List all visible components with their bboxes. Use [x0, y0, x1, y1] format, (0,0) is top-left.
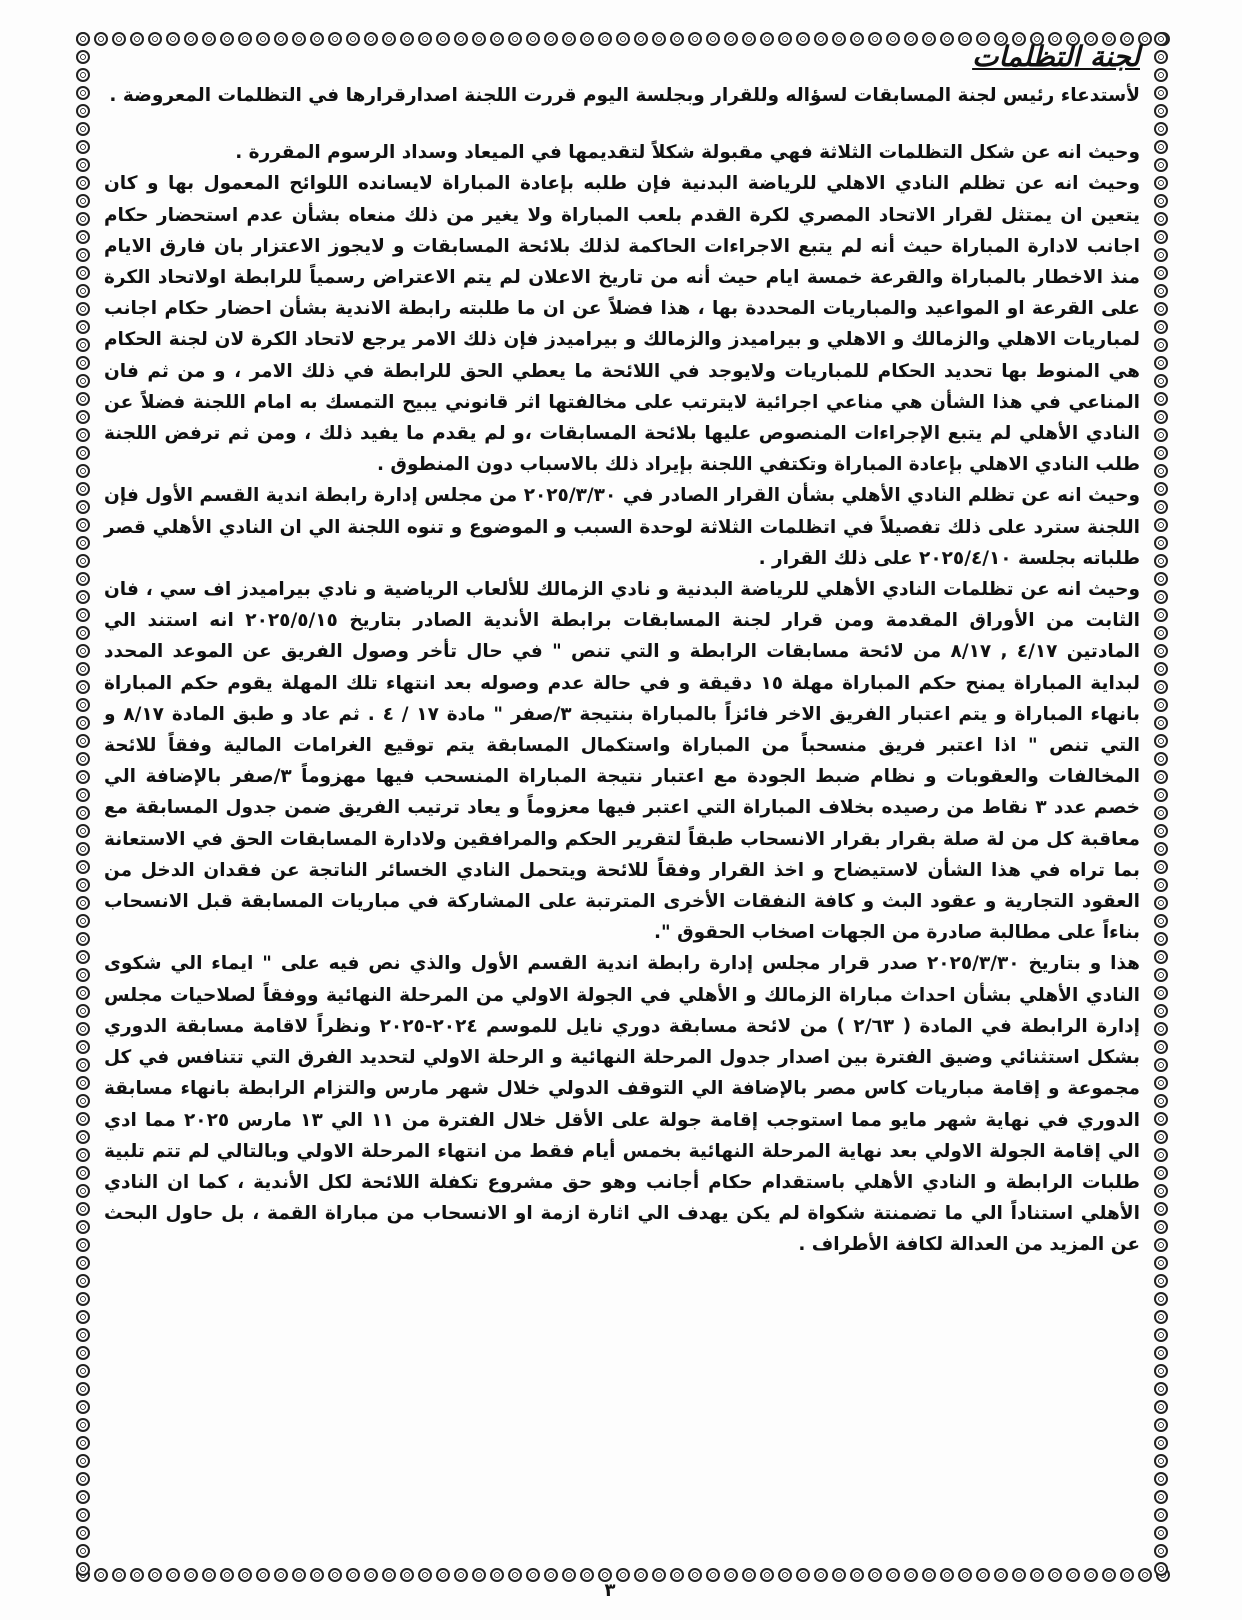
border-ring-ornament: [76, 1022, 90, 1036]
border-ring-ornament: [1154, 1130, 1168, 1144]
border-ring-ornament: [544, 1568, 558, 1582]
border-ring-ornament: [76, 338, 90, 352]
border-ring-ornament: [1154, 878, 1168, 892]
border-ring-ornament: [454, 1568, 468, 1582]
border-ring-ornament: [868, 1568, 882, 1582]
border-ring-ornament: [1154, 428, 1168, 442]
border-ring-ornament: [1154, 212, 1168, 226]
border-ring-ornament: [238, 1568, 252, 1582]
border-ring-ornament: [76, 932, 90, 946]
border-ring-ornament: [580, 32, 594, 46]
border-ring-ornament: [1030, 1568, 1044, 1582]
border-ring-ornament: [76, 1400, 90, 1414]
border-ring-ornament: [1154, 140, 1168, 154]
border-ring-ornament: [634, 32, 648, 46]
border-ring-ornament: [76, 140, 90, 154]
border-ring-ornament: [652, 1568, 666, 1582]
border-ring-ornament: [130, 32, 144, 46]
border-ring-ornament: [1154, 1274, 1168, 1288]
border-ring-ornament: [76, 176, 90, 190]
border-ring-ornament: [1154, 482, 1168, 496]
border-ring-ornament: [1084, 1568, 1098, 1582]
decorative-border-left: [74, 30, 94, 1586]
border-ring-ornament: [220, 1568, 234, 1582]
border-ring-ornament: [1154, 1364, 1168, 1378]
border-ring-ornament: [742, 1568, 756, 1582]
border-ring-ornament: [76, 104, 90, 118]
border-ring-ornament: [1154, 1040, 1168, 1054]
border-ring-ornament: [1154, 1382, 1168, 1396]
border-ring-ornament: [382, 32, 396, 46]
border-ring-ornament: [130, 1568, 144, 1582]
border-ring-ornament: [922, 32, 936, 46]
border-ring-ornament: [742, 32, 756, 46]
border-ring-ornament: [1154, 392, 1168, 406]
border-ring-ornament: [238, 32, 252, 46]
border-ring-ornament: [562, 1568, 576, 1582]
paragraph: لأستدعاء رئيس لجنة المسابقات لسؤاله وللقرار وبجلسة اليوم قررت اللجنة اصدارقرارها في التظلمات المعروضة .: [109, 85, 1140, 106]
border-ring-ornament: [76, 302, 90, 316]
border-ring-ornament: [274, 32, 288, 46]
border-ring-ornament: [814, 1568, 828, 1582]
border-ring-ornament: [886, 32, 900, 46]
border-ring-ornament: [76, 824, 90, 838]
border-ring-ornament: [1066, 1568, 1080, 1582]
border-ring-ornament: [76, 590, 90, 604]
border-ring-ornament: [76, 356, 90, 370]
border-ring-ornament: [76, 194, 90, 208]
border-ring-ornament: [1154, 1004, 1168, 1018]
border-ring-ornament: [76, 1058, 90, 1072]
border-ring-ornament: [76, 1130, 90, 1144]
border-ring-ornament: [958, 1568, 972, 1582]
border-ring-ornament: [1154, 266, 1168, 280]
border-ring-ornament: [76, 914, 90, 928]
border-ring-ornament: [724, 32, 738, 46]
border-ring-ornament: [112, 32, 126, 46]
border-ring-ornament: [616, 32, 630, 46]
border-ring-ornament: [76, 1004, 90, 1018]
border-ring-ornament: [1048, 1568, 1062, 1582]
border-ring-ornament: [1154, 86, 1168, 100]
border-ring-ornament: [382, 1568, 396, 1582]
border-ring-ornament: [1154, 968, 1168, 982]
border-ring-ornament: [1154, 932, 1168, 946]
border-ring-ornament: [598, 32, 612, 46]
border-ring-ornament: [994, 1568, 1008, 1582]
border-ring-ornament: [436, 32, 450, 46]
border-ring-ornament: [76, 1076, 90, 1090]
border-ring-ornament: [1154, 32, 1168, 46]
border-ring-ornament: [292, 32, 306, 46]
border-ring-ornament: [472, 1568, 486, 1582]
border-ring-ornament: [76, 158, 90, 172]
border-ring-ornament: [1154, 302, 1168, 316]
border-ring-ornament: [400, 1568, 414, 1582]
border-ring-ornament: [1154, 1202, 1168, 1216]
border-ring-ornament: [1154, 320, 1168, 334]
border-ring-ornament: [760, 1568, 774, 1582]
border-ring-ornament: [1154, 1292, 1168, 1306]
border-ring-ornament: [1154, 1220, 1168, 1234]
border-ring-ornament: [76, 1220, 90, 1234]
border-ring-ornament: [1154, 1562, 1168, 1576]
border-ring-ornament: [1154, 374, 1168, 388]
border-ring-ornament: [76, 1382, 90, 1396]
border-ring-ornament: [1154, 1112, 1168, 1126]
border-ring-ornament: [76, 122, 90, 136]
document-body: [104, 80, 1140, 1550]
border-ring-ornament: [76, 1202, 90, 1216]
border-ring-ornament: [688, 1568, 702, 1582]
border-ring-ornament: [508, 1568, 522, 1582]
border-ring-ornament: [76, 86, 90, 100]
border-ring-ornament: [76, 1346, 90, 1360]
paragraph: وحيث انه عن تظلم النادي الأهلي بشأن القرار الصادر في ٢٠٢٥/٣/٣٠ من مجلس إدارة رابطة اندية القسم الأول فإن اللجنة سترد على ذلك تفصيلاً في اتظلمات الثلاثة لوحدة السبب و الموضوع و تنوه اللجنة الي ان النادي الأهلي قصر طلباته بجلسة ٢٠٢٥/٤/١٠ على ذلك القرار .: [104, 485, 1140, 569]
border-ring-ornament: [1154, 914, 1168, 928]
border-ring-ornament: [940, 32, 954, 46]
border-ring-ornament: [148, 1568, 162, 1582]
border-ring-ornament: [1154, 680, 1168, 694]
border-ring-ornament: [76, 806, 90, 820]
border-ring-ornament: [1154, 716, 1168, 730]
border-ring-ornament: [346, 32, 360, 46]
border-ring-ornament: [76, 320, 90, 334]
border-ring-ornament: [76, 1040, 90, 1054]
border-ring-ornament: [76, 1328, 90, 1342]
border-ring-ornament: [1154, 158, 1168, 172]
paragraph: هذا و بتاريخ ٢٠٢٥/٣/٣٠ صدر قرار مجلس إدارة رابطة اندية القسم الأول والذي نص فيه على " ايماء الي شكوى النادي الأهلي بشأن احداث مباراة الزمالك و الأهلي في الجولة الاولي من المرحلة النهائية ووفقاً لصلاحيات مجلس إدارة الرابطة في المادة ( ٢/٦٣ ) من لائحة مسابقة دوري نايل للموسم ٢٠٢٤-٢٠٢٥ ونظراً لاقامة مسابقة الدوري بشكل استثنائي وضيق الفترة بين اصدار جدول المرحلة النهائية و الرحلة الاولي لتحديد الفرق التي تتنافس في كل مجموعة و إقامة مباريات كاس مصر بالإضافة الي التوقف الدولي خلال شهر مارس والتزام الرابطة بانهاء مسابقة الدوري في نهاية شهر مايو مما استوجب إقامة جولة على الأقل خلال الفترة من ١١ الي ١٣ مارس ٢٠٢٥ مما ادي الي إقامة الجولة الاولي بعد نهاية المرحلة النهائية بخمس أيام فقط من انتهاء المرحلة الاولي وبالتالي لم تتم تلبية طلبات الرابطة و النادي الأهلي باستقدام حكام أجانب وهو حق مشروع تكفلة اللائحة لكل الأندية ، كما ان النادي الأهلي استناداً الي ما تضمنتة شكواة لم يكن يهدف الي اثارة ازمة او الانسحاب من مباراة القمة ، بل حاول البحث عن المزيد من العدالة لكافة الأطراف .: [104, 953, 1141, 1256]
border-ring-ornament: [76, 986, 90, 1000]
border-ring-ornament: [1154, 176, 1168, 190]
border-ring-ornament: [76, 536, 90, 550]
border-ring-ornament: [76, 554, 90, 568]
border-ring-ornament: [904, 1568, 918, 1582]
border-ring-ornament: [76, 1184, 90, 1198]
border-ring-ornament: [562, 32, 576, 46]
border-ring-ornament: [1154, 338, 1168, 352]
border-ring-ornament: [292, 1568, 306, 1582]
border-ring-ornament: [796, 1568, 810, 1582]
border-ring-ornament: [1154, 1346, 1168, 1360]
border-ring-ornament: [1154, 230, 1168, 244]
border-ring-ornament: [76, 410, 90, 424]
border-ring-ornament: [202, 1568, 216, 1582]
border-ring-ornament: [76, 1238, 90, 1252]
border-ring-ornament: [76, 608, 90, 622]
border-ring-ornament: [328, 1568, 342, 1582]
border-ring-ornament: [76, 770, 90, 784]
border-ring-ornament: [1154, 950, 1168, 964]
border-ring-ornament: [634, 1568, 648, 1582]
border-ring-ornament: [778, 32, 792, 46]
border-ring-ornament: [76, 482, 90, 496]
border-ring-ornament: [1154, 698, 1168, 712]
border-ring-ornament: [1012, 1568, 1026, 1582]
border-ring-ornament: [346, 1568, 360, 1582]
border-ring-ornament: [1154, 806, 1168, 820]
border-ring-ornament: [706, 1568, 720, 1582]
border-ring-ornament: [688, 32, 702, 46]
border-ring-ornament: [1102, 1568, 1116, 1582]
border-ring-ornament: [1154, 1022, 1168, 1036]
border-ring-ornament: [1154, 104, 1168, 118]
border-ring-ornament: [850, 1568, 864, 1582]
border-ring-ornament: [76, 446, 90, 460]
border-ring-ornament: [832, 1568, 846, 1582]
border-ring-ornament: [76, 248, 90, 262]
paragraph: وحيث انه عن شكل التظلمات الثلاثة فهي مقبولة شكلاً لتقديمها في الميعاد وسداد الرسوم المقررة .: [235, 142, 1140, 164]
border-ring-ornament: [1154, 896, 1168, 910]
border-ring-ornament: [1154, 572, 1168, 586]
border-ring-ornament: [76, 734, 90, 748]
border-ring-ornament: [76, 1526, 90, 1540]
paragraph: وحيث انه عن تظلم النادي الاهلي للرياضة البدنية فإن طلبه بإعادة المباراة لايسانده اللوائح المعمول بها و كان يتعين ان يمتثل لقرار الاتحاد المصري لكرة القدم بلعب المباراة ولا يغير من ذلك منعاه بشأن عدم استحضار حكام اجانب لادارة المباراة حيث أنه لم يتبع الاجراءات الحاكمة لذلك بلائحة المسابقات و لايجوز الاعتزار بان فارق الايام منذ الاخطار بالمباراة والقرعة خمسة ايام حيث أنه من تاريخ الاعلان لم يتم الاعتراض رسمياً للرابطة اولاتحاد الكرة على القرعة او المواعيد والمباريات المحددة بها ، هذا فضلاً عن ان ما طلبته رابطة الاندية بشأن احضار حكام اجانب لمباريات الاهلي والزمالك و الاهلي و بيراميدز والزمالك و بيراميدز فإن ذلك الامر يرجع لاتحاد الكرة لان لجنة الحكام هي المنوط بها تحديد الحكام للمباريات ولايوجد في اللائحة ما يعطي الحق للرابطة في ذلك الامر ، و من ثم فان المناعي في هذا الشأن هي مناعي اجرائية لايترتب على مخالفتها اثر قانوني يبيح التمسك به امام اللجنة فضلاً عن النادي الأهلي لم يتبع الإجراءات المنصوص عليها بلائحة المسابقات ،و لم يقدم ما يفيد ذلك ، ومن ثم ترفض اللجنة طلب النادي الاهلي بإعادة المباراة وتكتفي اللجنة بإيراد ذلك بالاسباب دون المنطوق .: [104, 173, 1140, 476]
border-ring-ornament: [724, 1568, 738, 1582]
border-ring-ornament: [76, 32, 90, 46]
border-ring-ornament: [76, 842, 90, 856]
border-ring-ornament: [1154, 446, 1168, 460]
border-ring-ornament: [976, 1568, 990, 1582]
border-ring-ornament: [76, 1436, 90, 1450]
border-ring-ornament: [472, 32, 486, 46]
border-ring-ornament: [1154, 1544, 1168, 1558]
border-ring-ornament: [1154, 1490, 1168, 1504]
paragraph: وحيث انه عن تظلمات النادي الأهلي للرياضة البدنية و نادي الزمالك للألعاب الرياضية و نادي بيراميدز اف سي ، فان الثابت من الأوراق المقدمة ومن قرار لجنة المسابقات برابطة الأندية الصادر بتاريخ ٢٠٢٥/٥/١٥ انه استند الي المادتين ٤/١٧ , ٨/١٧ من لائحة مسابقات الرابطة و التي تنص " في حال تأخر وصول الفريق عن الموعد المحدد لبداية المباراة يمنح حكم المباراة مهلة ١٥ دقيقة و في حالة عدم وصوله بعد انتهاء تلك المهلة يقوم حكم المباراة بانهاء المباراة و يتم اعتبار الفريق الاخر فائزاً بالمباراة بنتيجة ٣/صفر " مادة ١٧ / ٤ . ثم عاد و طبق المادة ٨/١٧ و التي تنص " اذا اعتبر فريق منسحباً من المباراة واستكمال المسابقة يتم توقيع الغرامات المالية وفقاً للائحة المخالفات والعقوبات و نظام ضبط الجودة مع اعتبار نتيجة المباراة المنسحب فيها مهزوماً ٣/صفر بالإضافة الي خصم عدد ٣ نقاط من رصيده بخلاف المباراة التي اعتبر فيها معزوماً و يعاد ترتيب الفريق ضمن جدول المسابقة مع معاقبة كل من لة صلة بقرار بقرار الانسحاب طبقاً لتقرير الحكم والمرافقين ولادارة المسابقات الحق في الاستعانة بما تراه في هذا الشأن لاستيضاح و اخذ القرار وفقاً للائحة ويتحمل النادي الخسائر الناتجة عن فقدان الدخل من العقود التجارية و عقود البث و كافة النفقات الأخرى المترتبة على المشاركة في مباريات المسابقة قبل الانسحاب بناءاً على مطالبة صادرة من الجهات اصخاب الحقوق ".: [104, 579, 1140, 944]
border-ring-ornament: [76, 392, 90, 406]
border-ring-ornament: [76, 284, 90, 298]
border-ring-ornament: [76, 50, 90, 64]
border-ring-ornament: [418, 1568, 432, 1582]
border-ring-ornament: [76, 1112, 90, 1126]
page-title: لجنة التظلمات: [972, 40, 1140, 73]
border-ring-ornament: [400, 32, 414, 46]
border-ring-ornament: [76, 68, 90, 82]
border-ring-ornament: [1154, 860, 1168, 874]
border-ring-ornament: [1154, 1472, 1168, 1486]
border-ring-ornament: [1154, 1094, 1168, 1108]
border-ring-ornament: [76, 662, 90, 676]
border-ring-ornament: [850, 32, 864, 46]
border-ring-ornament: [1154, 410, 1168, 424]
border-ring-ornament: [364, 1568, 378, 1582]
border-ring-ornament: [76, 1544, 90, 1558]
border-ring-ornament: [76, 518, 90, 532]
border-ring-ornament: [1154, 770, 1168, 784]
border-ring-ornament: [166, 1568, 180, 1582]
border-ring-ornament: [310, 32, 324, 46]
border-ring-ornament: [1138, 1568, 1152, 1582]
border-ring-ornament: [76, 428, 90, 442]
border-ring-ornament: [76, 1508, 90, 1522]
border-ring-ornament: [1154, 1328, 1168, 1342]
border-ring-ornament: [544, 32, 558, 46]
border-ring-ornament: [94, 32, 108, 46]
border-ring-ornament: [922, 1568, 936, 1582]
border-ring-ornament: [76, 572, 90, 586]
border-ring-ornament: [652, 32, 666, 46]
border-ring-ornament: [274, 1568, 288, 1582]
border-ring-ornament: [76, 230, 90, 244]
border-ring-ornament: [76, 464, 90, 478]
border-ring-ornament: [1154, 752, 1168, 766]
border-ring-ornament: [76, 212, 90, 226]
border-ring-ornament: [328, 32, 342, 46]
border-ring-ornament: [418, 32, 432, 46]
border-ring-ornament: [778, 1568, 792, 1582]
border-ring-ornament: [526, 32, 540, 46]
border-ring-ornament: [670, 32, 684, 46]
border-ring-ornament: [508, 32, 522, 46]
border-ring-ornament: [76, 950, 90, 964]
page-header: [960, 40, 1140, 78]
border-ring-ornament: [832, 32, 846, 46]
page-number: ٣: [604, 1580, 616, 1601]
border-ring-ornament: [670, 1568, 684, 1582]
border-ring-ornament: [1154, 788, 1168, 802]
border-ring-ornament: [940, 1568, 954, 1582]
decorative-border-right: [1152, 30, 1172, 1586]
border-ring-ornament: [1154, 1436, 1168, 1450]
border-ring-ornament: [1154, 662, 1168, 676]
border-ring-ornament: [76, 266, 90, 280]
border-ring-ornament: [148, 32, 162, 46]
border-ring-ornament: [1154, 1058, 1168, 1072]
border-ring-ornament: [76, 1094, 90, 1108]
border-ring-ornament: [76, 788, 90, 802]
border-ring-ornament: [76, 1490, 90, 1504]
border-ring-ornament: [76, 626, 90, 640]
border-ring-ornament: [1154, 464, 1168, 478]
border-ring-ornament: [76, 878, 90, 892]
border-ring-ornament: [1154, 626, 1168, 640]
border-ring-ornament: [1154, 194, 1168, 208]
border-ring-ornament: [76, 1256, 90, 1270]
border-ring-ornament: [1154, 248, 1168, 262]
border-ring-ornament: [1154, 824, 1168, 838]
border-ring-ornament: [796, 32, 810, 46]
border-ring-ornament: [1154, 50, 1168, 64]
border-ring-ornament: [76, 896, 90, 910]
border-ring-ornament: [1154, 1526, 1168, 1540]
border-ring-ornament: [76, 1292, 90, 1306]
border-ring-ornament: [1154, 1238, 1168, 1252]
border-ring-ornament: [76, 968, 90, 982]
border-ring-ornament: [76, 500, 90, 514]
border-ring-ornament: [1154, 1400, 1168, 1414]
border-ring-ornament: [166, 32, 180, 46]
border-ring-ornament: [526, 1568, 540, 1582]
border-ring-ornament: [436, 1568, 450, 1582]
border-ring-ornament: [1120, 1568, 1134, 1582]
border-ring-ornament: [490, 32, 504, 46]
border-ring-ornament: [76, 1148, 90, 1162]
border-ring-ornament: [760, 32, 774, 46]
border-ring-ornament: [1154, 536, 1168, 550]
border-ring-ornament: [454, 32, 468, 46]
border-ring-ornament: [76, 1166, 90, 1180]
border-ring-ornament: [1154, 1256, 1168, 1270]
border-ring-ornament: [1154, 1166, 1168, 1180]
border-ring-ornament: [220, 32, 234, 46]
border-ring-ornament: [1154, 122, 1168, 136]
border-ring-ornament: [868, 32, 882, 46]
border-ring-ornament: [76, 374, 90, 388]
border-ring-ornament: [364, 32, 378, 46]
border-ring-ornament: [76, 716, 90, 730]
border-ring-ornament: [256, 1568, 270, 1582]
border-ring-ornament: [76, 680, 90, 694]
border-ring-ornament: [76, 860, 90, 874]
border-ring-ornament: [1154, 1076, 1168, 1090]
border-ring-ornament: [1154, 1310, 1168, 1324]
border-ring-ornament: [184, 32, 198, 46]
border-ring-ornament: [1154, 1184, 1168, 1198]
border-ring-ornament: [76, 1562, 90, 1576]
border-ring-ornament: [202, 32, 216, 46]
border-ring-ornament: [1138, 32, 1152, 46]
border-ring-ornament: [184, 1568, 198, 1582]
border-ring-ornament: [1154, 590, 1168, 604]
border-ring-ornament: [1154, 518, 1168, 532]
border-ring-ornament: [886, 1568, 900, 1582]
border-ring-ornament: [1154, 842, 1168, 856]
border-ring-ornament: [1154, 1418, 1168, 1432]
border-ring-ornament: [1154, 284, 1168, 298]
border-ring-ornament: [904, 32, 918, 46]
border-ring-ornament: [310, 1568, 324, 1582]
border-ring-ornament: [1154, 1454, 1168, 1468]
border-ring-ornament: [1154, 554, 1168, 568]
border-ring-ornament: [256, 32, 270, 46]
border-ring-ornament: [1154, 356, 1168, 370]
border-ring-ornament: [76, 1418, 90, 1432]
border-ring-ornament: [76, 1310, 90, 1324]
border-ring-ornament: [76, 1364, 90, 1378]
border-ring-ornament: [76, 1472, 90, 1486]
border-ring-ornament: [76, 644, 90, 658]
border-ring-ornament: [112, 1568, 126, 1582]
border-ring-ornament: [76, 752, 90, 766]
border-ring-ornament: [1154, 500, 1168, 514]
border-ring-ornament: [76, 698, 90, 712]
border-ring-ornament: [1154, 986, 1168, 1000]
border-ring-ornament: [1154, 68, 1168, 82]
border-ring-ornament: [1154, 734, 1168, 748]
border-ring-ornament: [814, 32, 828, 46]
border-ring-ornament: [490, 1568, 504, 1582]
border-ring-ornament: [1154, 644, 1168, 658]
border-ring-ornament: [76, 1274, 90, 1288]
border-ring-ornament: [1154, 1148, 1168, 1162]
border-ring-ornament: [1154, 608, 1168, 622]
border-ring-ornament: [1154, 1508, 1168, 1522]
border-ring-ornament: [94, 1568, 108, 1582]
border-ring-ornament: [76, 1454, 90, 1468]
border-ring-ornament: [706, 32, 720, 46]
